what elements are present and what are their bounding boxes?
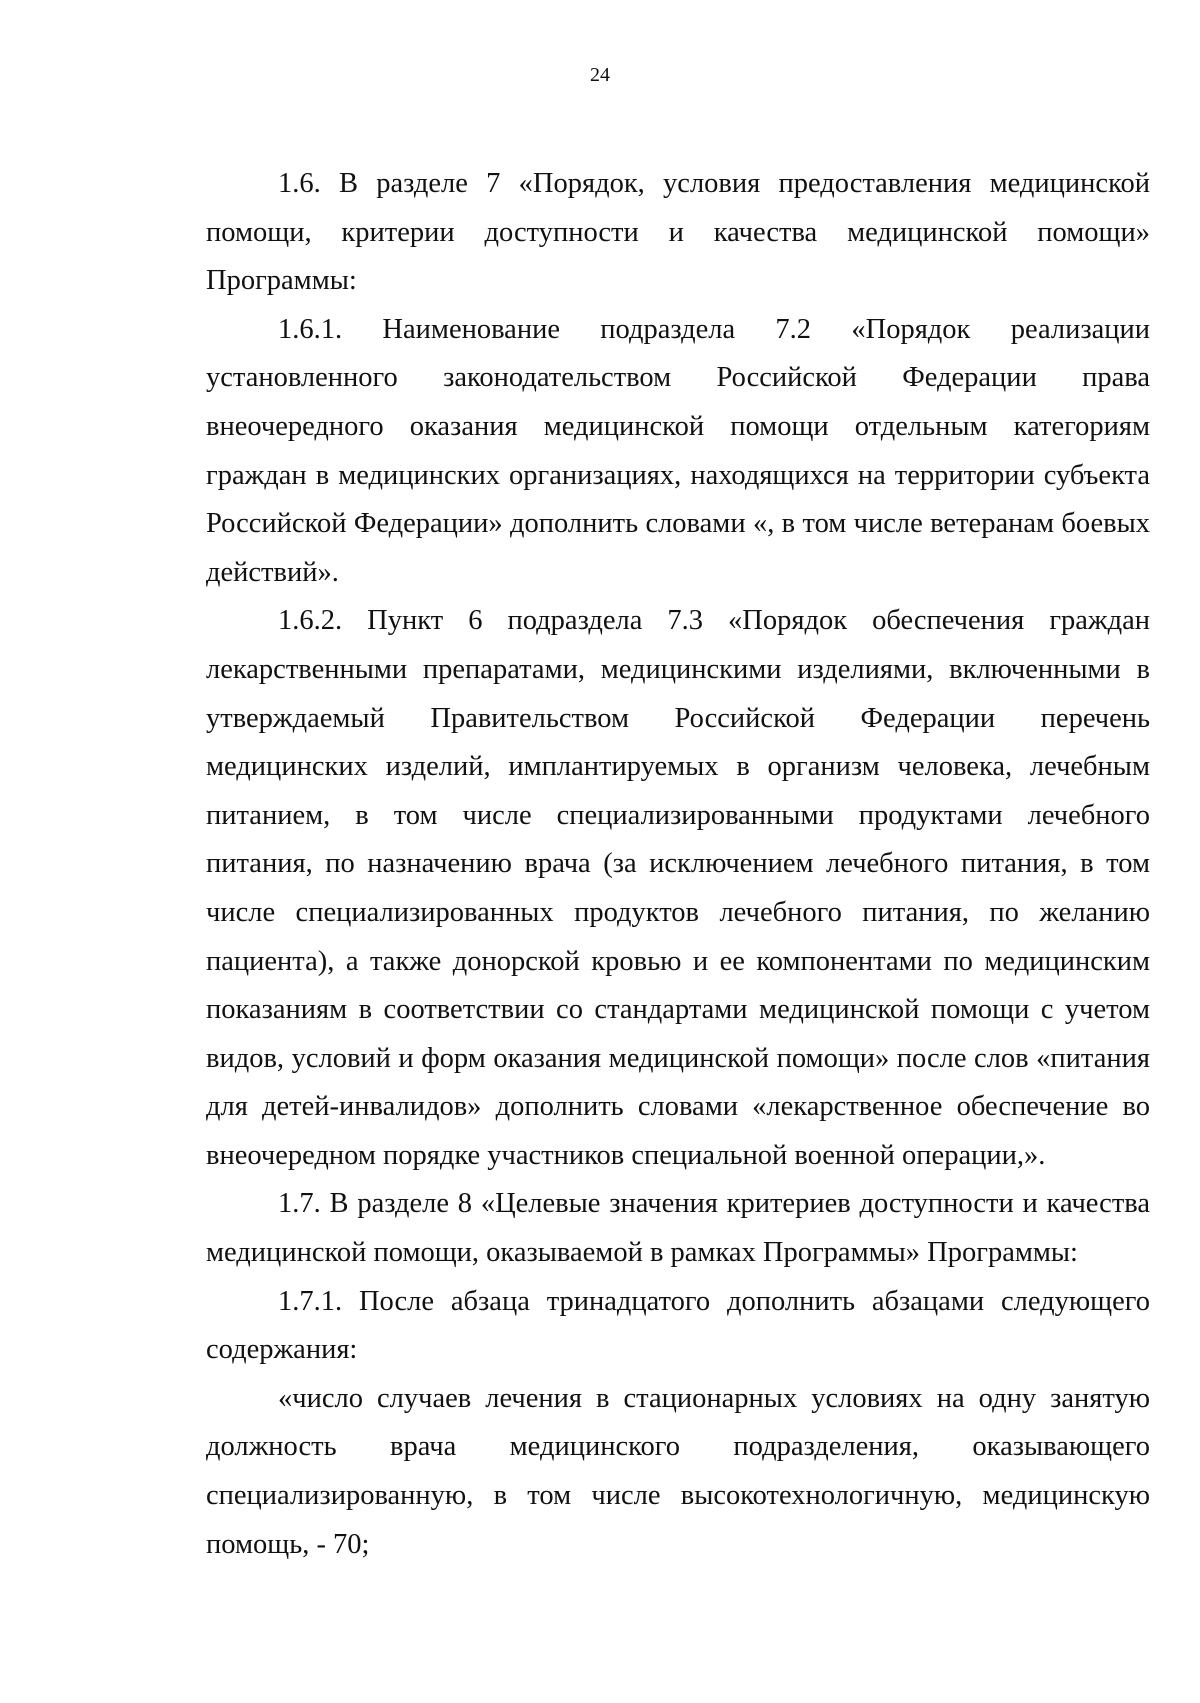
paragraph-1-7-1: 1.7.1. После абзаца тринадцатого дополнить абзацами следующего содержания: [206,1285,1150,1366]
paragraph-1-6: 1.6. В разделе 7 «Порядок, условия предоставления медицинской помощи, критерии доступности и качества медицинской помощи» Программы: [206,168,1150,297]
paragraph-quote: «число случаев лечения в стационарных условиях на одну занятую должность врача медицинского подразделения, оказывающего специализированную, в том числе высокотехнологичную, медицинскую помощь, - 70; [206,1382,1150,1560]
paragraph-1-6-2: 1.6.2. Пункт 6 подраздела 7.3 «Порядок обеспечения граждан лекарственными препаратами, медицинскими изделиями, включенными в утверждаемый Правительством Российской Федерации перечень медицинских изделий, имплантируемых в организм человека, лечебным питанием, в том числе специализированными продуктами лечебного питания, по назначению врача (за исключением лечебного питания, в том числе специализированных продуктов лечебного питания, по желанию пациента), а также донорской кровью и ее компонентами по медицинским показаниям в соответствии со стандартами медицинской помощи с учетом видов, условий и форм оказания медицинской помощи» после слов «питания для детей-инвалидов» дополнить словами «лекарственное обеспечение во внеочередном порядке участников специальной военной операции,». [206,605,1150,1171]
paragraph-1-6-1: 1.6.1. Наименование подраздела 7.2 «Порядок реализации установленного законодательством Российской Федерации права внеочередного оказания медицинской помощи отдельным категориям граждан в медицинских организациях, находящихся на территории субъекта Российской Федерации» дополнить словами «, в том числе ветеранам боевых действий». [206,313,1150,588]
paragraph-1-7: 1.7. В разделе 8 «Целевые значения критериев доступности и качества медицинской помощи, оказываемой в рамках Программы» Программы: [206,1188,1150,1269]
page-number: 24 [590,64,610,86]
document-body [206,160,1150,1569]
